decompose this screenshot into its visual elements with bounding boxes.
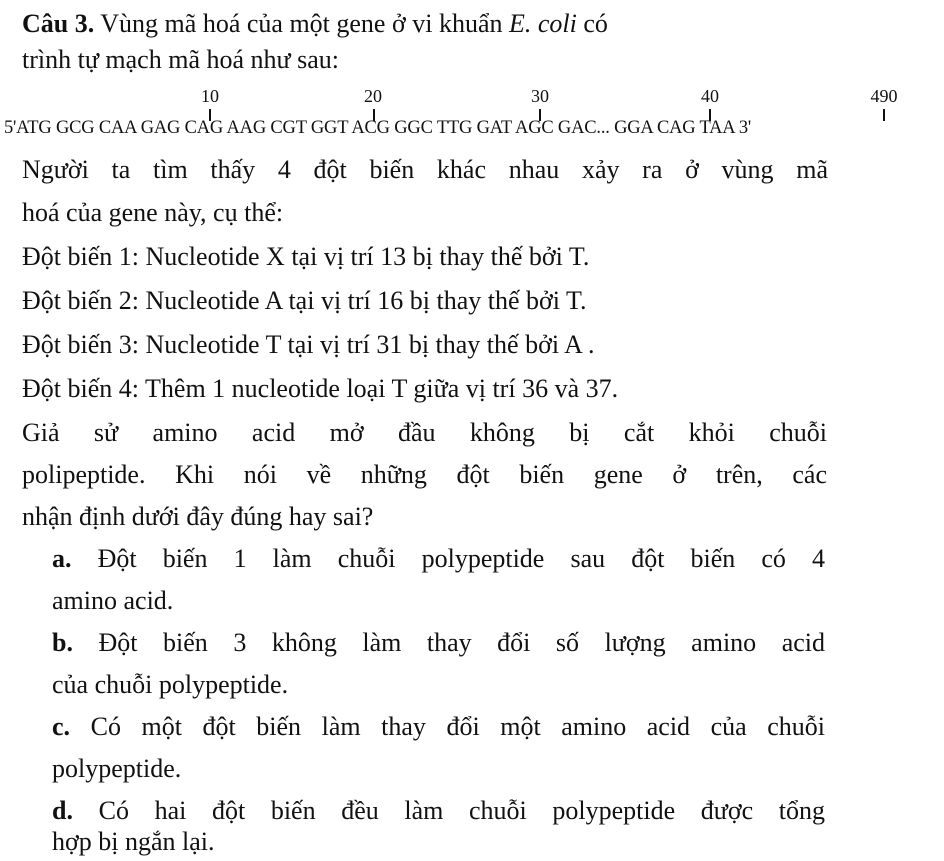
statement-c-line2: polypeptide. bbox=[52, 754, 182, 783]
statement-b-label: b. bbox=[52, 628, 73, 657]
question-number: Câu 3. bbox=[22, 9, 95, 38]
mutation-1: Đột biến 1: Nucleotide X tại vị trí 13 bị thay thế bởi T. bbox=[22, 242, 590, 271]
tick-label-30: 30 bbox=[531, 86, 549, 106]
tick-label-10: 10 bbox=[201, 86, 219, 106]
tick-label-40: 40 bbox=[701, 86, 719, 106]
mutation-3: Đột biến 3: Nucleotide T tại vị trí 31 bị thay thế bởi A . bbox=[22, 330, 595, 359]
statement-d-line1 bbox=[52, 793, 825, 829]
body-line1: Người ta tìm thấy 4 đột biến khác nhau xảy ra ở vùng mã bbox=[22, 155, 828, 184]
mutation-4: Đột biến 4: Thêm 1 nucleotide loại T giữa vị trí 36 và 37. bbox=[22, 374, 619, 403]
statement-b-line1 bbox=[52, 625, 825, 661]
tick-label-20: 20 bbox=[364, 86, 382, 106]
intro-text-b: có bbox=[583, 9, 608, 38]
question-intro-line2: trình tự mạch mã hoá như sau: bbox=[22, 45, 340, 74]
statement-d-label: d. bbox=[52, 796, 73, 825]
statement-d-text: Có hai đột biến đều làm chuỗi polypeptide được tổng bbox=[98, 796, 826, 825]
statement-b-line2: của chuỗi polypeptide. bbox=[52, 670, 289, 699]
assumption-line2: polipeptide. Khi nói về những đột biến gene ở trên, các bbox=[22, 460, 827, 489]
body-line2: hoá của gene này, cụ thể: bbox=[22, 198, 284, 227]
statement-a-line2: amino acid. bbox=[52, 586, 174, 615]
statement-d-line2: hợp bị ngắn lại. bbox=[52, 827, 215, 856]
statement-b-text: Đột biến 3 không làm thay đổi số lượng amino acid bbox=[98, 628, 825, 657]
tick-mark-490 bbox=[883, 109, 885, 121]
dna-sequence: 5'ATG GCG CAA GAG CAG AAG CGT GGT ACG GGC TTG GAT AGC GAC... GGA CAG TAA 3' bbox=[4, 118, 752, 138]
statement-a-label: a. bbox=[52, 544, 72, 573]
assumption-line3: nhận định dưới đây đúng hay sai? bbox=[22, 502, 374, 531]
mutation-2: Đột biến 2: Nucleotide A tại vị trí 16 bị thay thế bởi T. bbox=[22, 286, 587, 315]
statement-c-line1 bbox=[52, 709, 825, 745]
intro-text-a: Vùng mã hoá của một gene ở vi khuẩn bbox=[100, 9, 503, 38]
statement-c-text: Có một đột biến làm thay đổi một amino acid của chuỗi bbox=[90, 712, 826, 741]
statement-a-line1 bbox=[52, 541, 825, 577]
species-name: E. coli bbox=[508, 9, 577, 38]
statement-c-label: c. bbox=[52, 712, 71, 741]
assumption-line1: Giả sử amino acid mở đầu không bị cắt khỏi chuỗi bbox=[22, 418, 827, 447]
statement-a-text: Đột biến 1 làm chuỗi polypeptide sau đột biến có 4 bbox=[97, 544, 826, 573]
tick-label-490: 490 bbox=[870, 86, 898, 106]
question-intro-line1 bbox=[22, 6, 608, 42]
